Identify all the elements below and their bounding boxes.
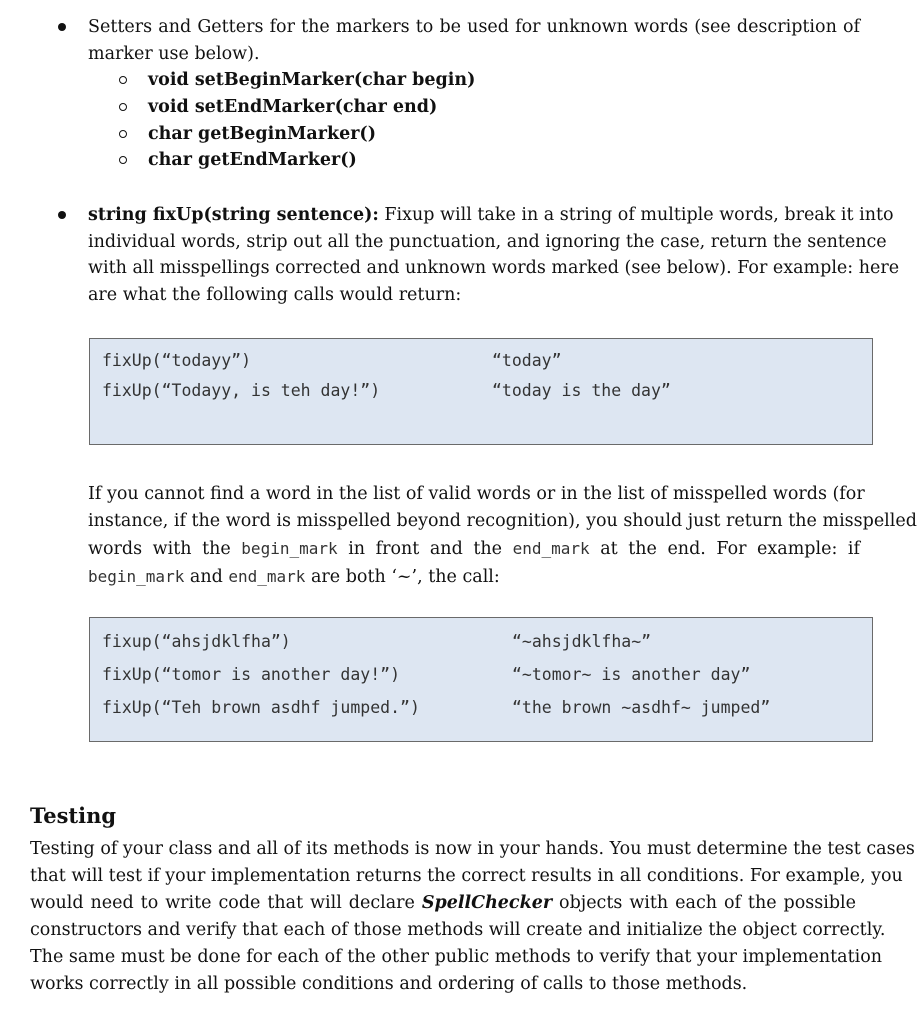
accessor-method-list bbox=[148, 67, 475, 174]
code-result: “~tomor~ is another day” bbox=[512, 665, 751, 684]
circle-bullet-icon bbox=[119, 103, 127, 111]
method-item: void setEndMarker(char end) bbox=[148, 94, 475, 121]
code-result: “today” bbox=[492, 351, 562, 370]
method-item: char getEndMarker() bbox=[148, 147, 475, 174]
method-item: void setBeginMarker(char begin) bbox=[148, 67, 475, 94]
accessors-intro-line: marker use below). bbox=[88, 43, 260, 64]
code-call: fixup(“ahsjdklfha”) bbox=[102, 632, 291, 651]
circle-bullet-icon bbox=[119, 156, 127, 164]
end-mark-code: end_mark bbox=[228, 567, 306, 586]
section-heading-testing: Testing bbox=[30, 803, 117, 828]
code-result: “the brown ~asdhf~ jumped” bbox=[512, 698, 771, 717]
fixup-signature: string fixUp(string sentence) bbox=[88, 205, 373, 225]
para-line: If you cannot find a word in the list of valid words or in the list of misspelled words (for bbox=[88, 484, 865, 504]
testing-line: constructors and verify that each of those methods will create and initialize the object correctly. bbox=[30, 919, 886, 940]
code-call: fixUp(“tomor is another day!”) bbox=[102, 665, 401, 684]
example-box-2 bbox=[89, 617, 873, 742]
fixup-description bbox=[88, 202, 900, 308]
begin-mark-code: begin_mark bbox=[241, 539, 338, 558]
circle-bullet-icon bbox=[119, 130, 127, 138]
code-call: fixUp(“todayy”) bbox=[102, 351, 252, 370]
accessors-intro bbox=[88, 14, 860, 67]
fixup-line: are what the following calls would return: bbox=[88, 284, 462, 305]
code-call: fixUp(“Teh brown asdhf jumped.”) bbox=[102, 698, 420, 717]
testing-paragraph bbox=[30, 836, 915, 997]
end-mark-code: end_mark bbox=[512, 539, 590, 558]
testing-line: works correctly in all possible conditions and ordering of calls to those methods. bbox=[30, 973, 748, 994]
begin-mark-code: begin_mark bbox=[88, 567, 185, 586]
testing-line: would need to write code that will declare SpellChecker objects with each of the possible bbox=[30, 892, 856, 913]
para-line: instance, if the word is misspelled beyond recognition), you should just return the misspelled bbox=[88, 511, 917, 531]
code-result: “~ahsjdklfha~” bbox=[512, 632, 652, 651]
fixup-line: string fixUp(string sentence): Fixup will take in a string of multiple words, break it into bbox=[88, 205, 894, 225]
unknown-words-paragraph bbox=[88, 481, 917, 591]
code-result: “today is the day” bbox=[492, 381, 671, 400]
testing-line: that will test if your implementation returns the correct results in all conditions. For example, you bbox=[30, 865, 903, 886]
fixup-line: individual words, strip out all the punctuation, and ignoring the case, return the sentence bbox=[88, 231, 887, 252]
circle-bullet-icon bbox=[119, 76, 127, 84]
testing-line: Testing of your class and all of its methods is now in your hands. You must determine the test cases bbox=[30, 839, 915, 859]
bullet-dot bbox=[58, 23, 66, 31]
para-line: words with the begin_mark in front and the end_mark at the end. For example: if bbox=[88, 539, 860, 559]
example-box-1 bbox=[89, 338, 873, 445]
class-name-spellchecker: SpellChecker bbox=[421, 892, 553, 913]
accessors-intro-line: Setters and Getters for the markers to be used for unknown words (see description of bbox=[88, 17, 860, 37]
para-line: begin_mark and end_mark are both ‘~’, the call: bbox=[88, 567, 500, 587]
testing-line: The same must be done for each of the other public methods to verify that your implementation bbox=[30, 946, 883, 967]
fixup-line: with all misspellings corrected and unknown words marked (see below). For example: here bbox=[88, 258, 900, 278]
code-call: fixUp(“Todayy, is teh day!”) bbox=[102, 381, 381, 400]
bullet-dot bbox=[58, 211, 66, 219]
method-item: char getBeginMarker() bbox=[148, 121, 475, 148]
